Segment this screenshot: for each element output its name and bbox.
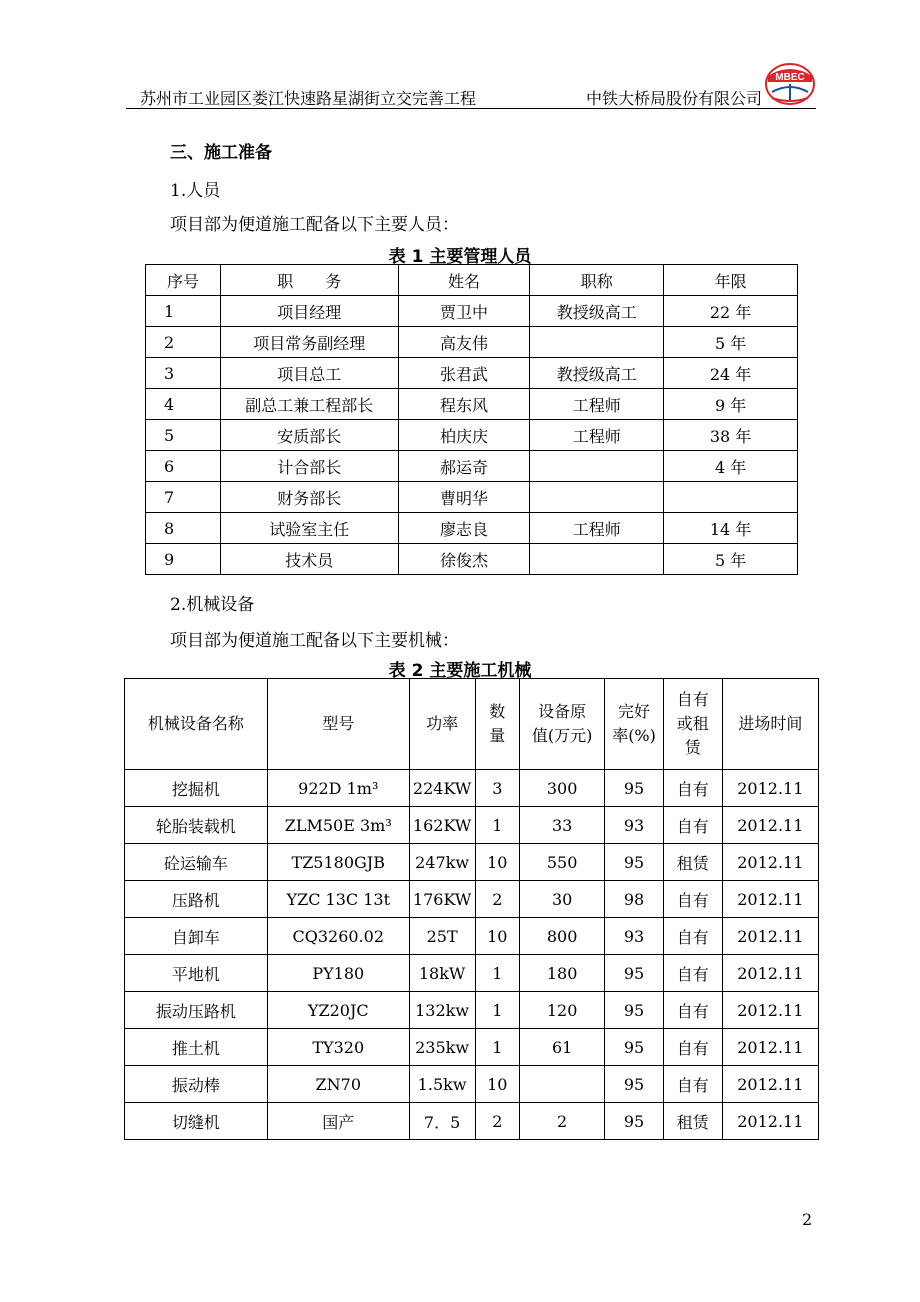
table-cell: 95 [605,844,664,881]
table-cell: 程东风 [398,389,530,420]
table-header-row [125,679,819,770]
table-cell: 22 年 [664,296,798,327]
table-cell: 2012.11 [722,955,818,992]
table-cell: 1 [146,296,221,327]
table-cell: 自有 [663,918,722,955]
table-cell [530,327,664,358]
table-cell: 砼运输车 [125,844,268,881]
table-cell: 5 年 [664,544,798,575]
table-cell: YZC 13C 13t [267,881,409,918]
personnel-table [145,264,798,575]
table-cell: 平地机 [125,955,268,992]
table-cell: 项目经理 [220,296,398,327]
table-cell: 33 [520,807,605,844]
table-cell: 1 [475,1029,520,1066]
table-cell: 项目常务副经理 [220,327,398,358]
table-cell: 1 [475,807,520,844]
section-title: 三、施工准备 [170,143,272,163]
table-cell: 2012.11 [722,807,818,844]
table-cell: 7．5 [409,1103,475,1140]
table-cell: 工程师 [530,513,664,544]
table-cell: 自有 [663,770,722,807]
table2-caption: 表 2 主要施工机械 [388,661,532,681]
table-cell: 安质部长 [220,420,398,451]
table-cell: 95 [605,1066,664,1103]
table-cell: 95 [605,770,664,807]
table-cell: 132kw [409,992,475,1029]
table-cell: 徐俊杰 [398,544,530,575]
column-header: 姓名 [398,265,530,296]
table-header-row [146,265,798,296]
table-cell: 25T [409,918,475,955]
table-row [125,918,819,955]
table-cell [530,544,664,575]
table-cell: 300 [520,770,605,807]
table-cell: 800 [520,918,605,955]
table-cell: 93 [605,918,664,955]
table-cell: 教授级高工 [530,358,664,389]
column-header: 进场时间 [722,679,818,770]
table-cell: 2012.11 [722,1066,818,1103]
table-cell: 自有 [663,807,722,844]
table-cell: 6 [146,451,221,482]
table-cell: 自有 [663,992,722,1029]
column-header: 数 量 [475,679,520,770]
table-cell: 24 年 [664,358,798,389]
table-cell: 2 [475,1103,520,1140]
machinery-intro: 项目部为便道施工配备以下主要机械： [170,631,459,651]
table-cell: 副总工兼工程部长 [220,389,398,420]
table-cell: ZLM50E 3m³ [267,807,409,844]
column-header: 完好 率(%) [605,679,664,770]
table-cell: 曹明华 [398,482,530,513]
table-cell: 9 年 [664,389,798,420]
table-cell: 18kW [409,955,475,992]
table-cell: 高友伟 [398,327,530,358]
table-cell: 95 [605,992,664,1029]
table-cell: 2012.11 [722,844,818,881]
table-cell: 93 [605,807,664,844]
table-cell: 2012.11 [722,992,818,1029]
table-row [125,770,819,807]
table-cell: ZN70 [267,1066,409,1103]
table-cell: 计合部长 [220,451,398,482]
table-cell: 247kw [409,844,475,881]
table-cell: 自有 [663,881,722,918]
page-number: 2 [802,1210,813,1229]
table-cell: 38 年 [664,420,798,451]
table-row [125,1103,819,1140]
personnel-heading: 1.人员 [170,181,221,201]
table-cell: CQ3260.02 [267,918,409,955]
table-cell: 2012.11 [722,1103,818,1140]
table-cell: 5 [146,420,221,451]
table-cell: 挖掘机 [125,770,268,807]
table-cell: 7 [146,482,221,513]
table-cell: 10 [475,1066,520,1103]
table-cell: 61 [520,1029,605,1066]
table-cell [520,1066,605,1103]
machinery-table [124,678,819,1140]
table-row [146,296,798,327]
table-cell: 176KW [409,881,475,918]
table-cell: TY320 [267,1029,409,1066]
header-project-name: 苏州市工业园区娄江快速路星湖街立交完善工程 [140,89,477,108]
table-row [146,451,798,482]
table-cell: 2012.11 [722,770,818,807]
table-cell: 租赁 [663,1103,722,1140]
table-cell: 98 [605,881,664,918]
table-cell: 10 [475,844,520,881]
table-cell: 235kw [409,1029,475,1066]
table-cell: 工程师 [530,389,664,420]
table-row [125,807,819,844]
table-cell: 自卸车 [125,918,268,955]
table-cell: 4 年 [664,451,798,482]
header-rule [126,108,816,109]
table-cell: 振动压路机 [125,992,268,1029]
table-cell: 1 [475,992,520,1029]
table-cell: 贾卫中 [398,296,530,327]
table-cell: 120 [520,992,605,1029]
table-cell: 95 [605,955,664,992]
table-cell: 推土机 [125,1029,268,1066]
table-row [146,482,798,513]
table-cell: 压路机 [125,881,268,918]
table-cell: 3 [475,770,520,807]
table-cell [664,482,798,513]
table-row [125,844,819,881]
column-header: 职称 [530,265,664,296]
table-cell: 3 [146,358,221,389]
table-cell: 162KW [409,807,475,844]
table-row [125,1066,819,1103]
table-row [146,358,798,389]
table-cell: 224KW [409,770,475,807]
column-header: 自有 或租 赁 [663,679,722,770]
table-cell: 95 [605,1103,664,1140]
table-row [146,513,798,544]
table-row [146,420,798,451]
column-header: 年限 [664,265,798,296]
table-cell: 自有 [663,955,722,992]
table-cell: PY180 [267,955,409,992]
table-cell: 180 [520,955,605,992]
table-cell: 922D 1m³ [267,770,409,807]
table-cell: 2 [146,327,221,358]
table-cell [530,451,664,482]
table-cell: 振动棒 [125,1066,268,1103]
table-cell: 2012.11 [722,1029,818,1066]
column-header: 序号 [146,265,221,296]
table-cell: 9 [146,544,221,575]
table-cell: 95 [605,1029,664,1066]
personnel-intro: 项目部为便道施工配备以下主要人员： [170,215,459,235]
table-cell: 轮胎装载机 [125,807,268,844]
table-row [125,881,819,918]
table-cell: 财务部长 [220,482,398,513]
table-cell: 国产 [267,1103,409,1140]
table-cell: TZ5180GJB [267,844,409,881]
svg-text:MBEC: MBEC [775,72,805,83]
company-logo [764,60,816,106]
table-row [125,955,819,992]
table-cell: 2012.11 [722,918,818,955]
table-row [146,327,798,358]
table-cell: 郝运奇 [398,451,530,482]
table-cell: 教授级高工 [530,296,664,327]
table-cell: 自有 [663,1066,722,1103]
table-row [125,1029,819,1066]
page-header [126,80,816,110]
table-cell: 10 [475,918,520,955]
table-cell: 试验室主任 [220,513,398,544]
column-header: 设备原 值(万元) [520,679,605,770]
table-cell [530,482,664,513]
table-cell: 2 [475,881,520,918]
table-cell: 租赁 [663,844,722,881]
table-row [125,992,819,1029]
table-cell: 项目总工 [220,358,398,389]
table-cell: 张君武 [398,358,530,389]
machinery-heading: 2.机械设备 [170,595,255,615]
table-cell: 自有 [663,1029,722,1066]
header-company-name: 中铁大桥局股份有限公司 [585,89,762,108]
table-cell: 切缝机 [125,1103,268,1140]
table-row [146,389,798,420]
column-header: 型号 [267,679,409,770]
table-cell: 4 [146,389,221,420]
column-header: 功率 [409,679,475,770]
table-cell: 1.5kw [409,1066,475,1103]
table-row [146,544,798,575]
table1-caption: 表 1 主要管理人员 [388,247,532,267]
table-cell: YZ20JC [267,992,409,1029]
table-cell: 5 年 [664,327,798,358]
table-cell: 14 年 [664,513,798,544]
table-cell: 550 [520,844,605,881]
table-cell: 30 [520,881,605,918]
table-cell: 技术员 [220,544,398,575]
column-header: 机械设备名称 [125,679,268,770]
table-cell: 2 [520,1103,605,1140]
table-cell: 工程师 [530,420,664,451]
table-cell: 2012.11 [722,881,818,918]
table-cell: 廖志良 [398,513,530,544]
table-cell: 8 [146,513,221,544]
table-cell: 柏庆庆 [398,420,530,451]
table-cell: 1 [475,955,520,992]
column-header: 职 务 [220,265,398,296]
